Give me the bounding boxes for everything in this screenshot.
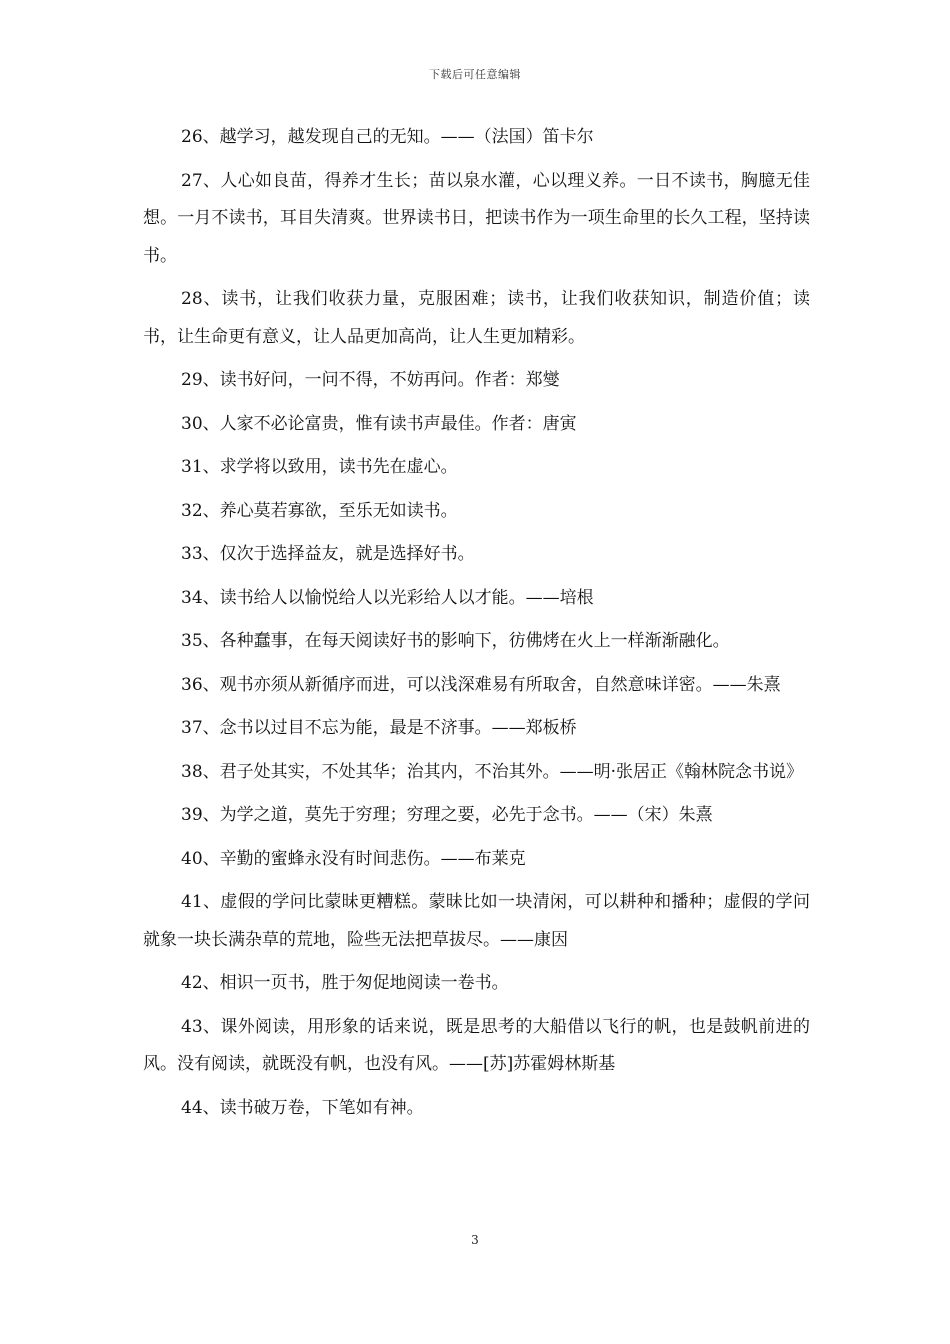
quote-paragraph-36: 36、观书亦须从新循序而进，可以浅深难易有所取舍，自然意味详密。——朱熹 <box>181 674 781 695</box>
quote-paragraph-41: 41、虚假的学问比蒙昧更糟糕。蒙昧比如一块清闲，可以耕种和播种；虚假的学问就象一块长满杂草的荒地，险些无法把草拔尽。——康因 <box>143 892 810 950</box>
quote-paragraph-33: 33、仅次于选择益友，就是选择好书。 <box>181 544 475 564</box>
quote-paragraph-38: 38、君子处其实，不处其华；治其内，不治其外。——明·张居正《翰林院念书说》 <box>181 761 804 782</box>
quote-paragraph-44: 44、读书破万卷，下笔如有神。 <box>181 1097 424 1118</box>
quote-paragraph-30: 30、人家不必论富贵，惟有读书声最佳。作者：唐寅 <box>181 413 577 434</box>
quote-paragraph-28: 28、读书，让我们收获力量，克服困难；读书，让我们收获知识，制造价值；读书，让生命更有意义，让人品更加高尚，让人生更加精彩。 <box>143 289 810 347</box>
document-body <box>143 119 810 1133</box>
quote-paragraph-31: 31、求学将以致用，读书先在虚心。 <box>181 457 458 477</box>
quote-paragraph-34: 34、读书给人以愉悦给人以光彩给人以才能。——培根 <box>181 587 594 608</box>
quote-paragraph-42: 42、相识一页书，胜于匆促地阅读一卷书。 <box>181 973 509 993</box>
quote-paragraph-26: 26、越学习，越发现自己的无知。——（法国）笛卡尔 <box>181 127 594 147</box>
quote-paragraph-32: 32、养心莫若寡欲，至乐无如读书。 <box>181 500 458 521</box>
quote-paragraph-37: 37、念书以过目不忘为能，最是不济事。——郑板桥 <box>181 718 577 738</box>
quote-paragraph-40: 40、辛勤的蜜蜂永没有时间悲伤。——布莱克 <box>181 848 526 869</box>
quote-paragraph-43: 43、课外阅读，用形象的话来说，既是思考的大船借以飞行的帆，也是鼓帆前进的风。没有阅读，就既没有帆，也没有风。——[苏]苏霍姆林斯基 <box>143 1016 810 1074</box>
page-number: 3 <box>471 1233 479 1247</box>
quote-paragraph-27: 27、人心如良苗，得养才生长；苗以泉水灌，心以理义养。一日不读书，胸臆无佳想。一月不读书，耳目失清爽。世界读书日，把读书作为一项生命里的长久工程，坚持读书。 <box>143 170 810 266</box>
quote-paragraph-35: 35、各种蠢事，在每天阅读好书的影响下，彷佛烤在火上一样渐渐融化。 <box>181 631 730 651</box>
quote-paragraph-29: 29、读书好问，一问不得，不妨再问。作者：郑燮 <box>181 370 560 390</box>
quote-paragraph-39: 39、为学之道，莫先于穷理；穷理之要，必先于念书。——（宋）朱熹 <box>181 805 713 825</box>
page-header: 下载后可任意编辑 <box>429 68 521 81</box>
